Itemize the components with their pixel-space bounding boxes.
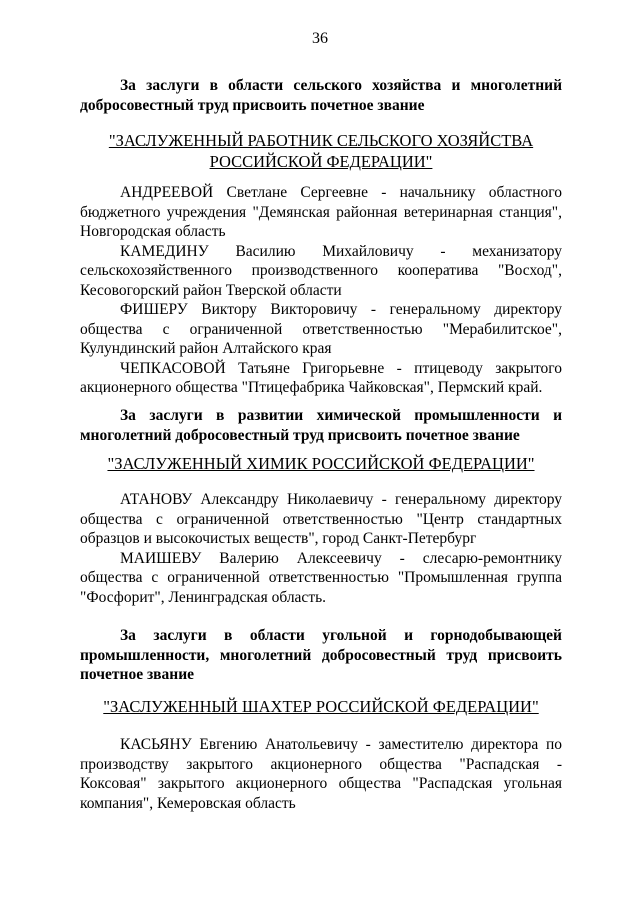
award-entry: АНДРЕЕВОЙ Светлане Сергеевне - начальнику областного бюджетного учреждения "Демянская районная ветеринарная станция", Новгородская область <box>80 184 562 240</box>
award-entry: ЧЕПКАСОВОЙ Татьяне Григорьевне - птицеводу закрытого акционерного общества "Птицефабрика Чайковская", Пермский край. <box>80 359 562 396</box>
award-entry: АТАНОВУ Александру Николаевичу - генеральному директору общества с ограниченной ответственностью "Центр стандартных образцов и высокочистых веществ", город Санкт-Петербург <box>80 491 562 547</box>
section-title: "ЗАСЛУЖЕННЫЙ ШАХТЕР РОССИЙСКОЙ ФЕДЕРАЦИИ" <box>103 697 539 716</box>
award-entry: КАМЕДИНУ Василию Михайловичу - механизатору сельскохозяйственного производственного кооператива "Восход", Кесовогорский район Тверской области <box>80 242 562 299</box>
award-entry: ФИШЕРУ Виктору Викторовичу - генеральному директору общества с ограниченной ответственностью "Мерабилитское", Кулундинский район Алтайского края <box>80 301 562 357</box>
page-number: 36 <box>312 30 328 47</box>
award-entry: КАСЬЯНУ Евгению Анатольевичу - заместителю директора по производству закрытого акционерного общества "Распадская - Коксовая" закрытого акционерного общества "Распадская угольная компания", Кемеровская область <box>80 736 562 812</box>
award-list <box>80 183 562 398</box>
section-title: "ЗАСЛУЖЕННЫЙ РАБОТНИК СЕЛЬСКОГО ХОЗЯЙСТВА РОССИЙСКОЙ ФЕДЕРАЦИИ" <box>108 131 534 171</box>
award-list <box>80 735 562 813</box>
award-entry: МАИШЕВУ Валерию Алексеевичу - слесарю-ремонтнику общества с ограниченной ответственностью "Промышленная группа "Фосфорит", Ленинградская область. <box>80 549 562 606</box>
section-title: "ЗАСЛУЖЕННЫЙ ХИМИК РОССИЙСКОЙ ФЕДЕРАЦИИ" <box>107 454 535 473</box>
section-intro: За заслуги в области угольной и горнодобывающей промышленности, многолетний добросовестный труд присвоить почетное звание <box>80 627 562 683</box>
award-list <box>80 490 562 607</box>
section-intro: За заслуги в области сельского хозяйства и многолетний добросовестный труд присвоить почетное звание <box>80 77 562 114</box>
section-intro: За заслуги в развитии химической промышленности и многолетний добросовестный труд присвоить почетное звание <box>80 407 562 444</box>
